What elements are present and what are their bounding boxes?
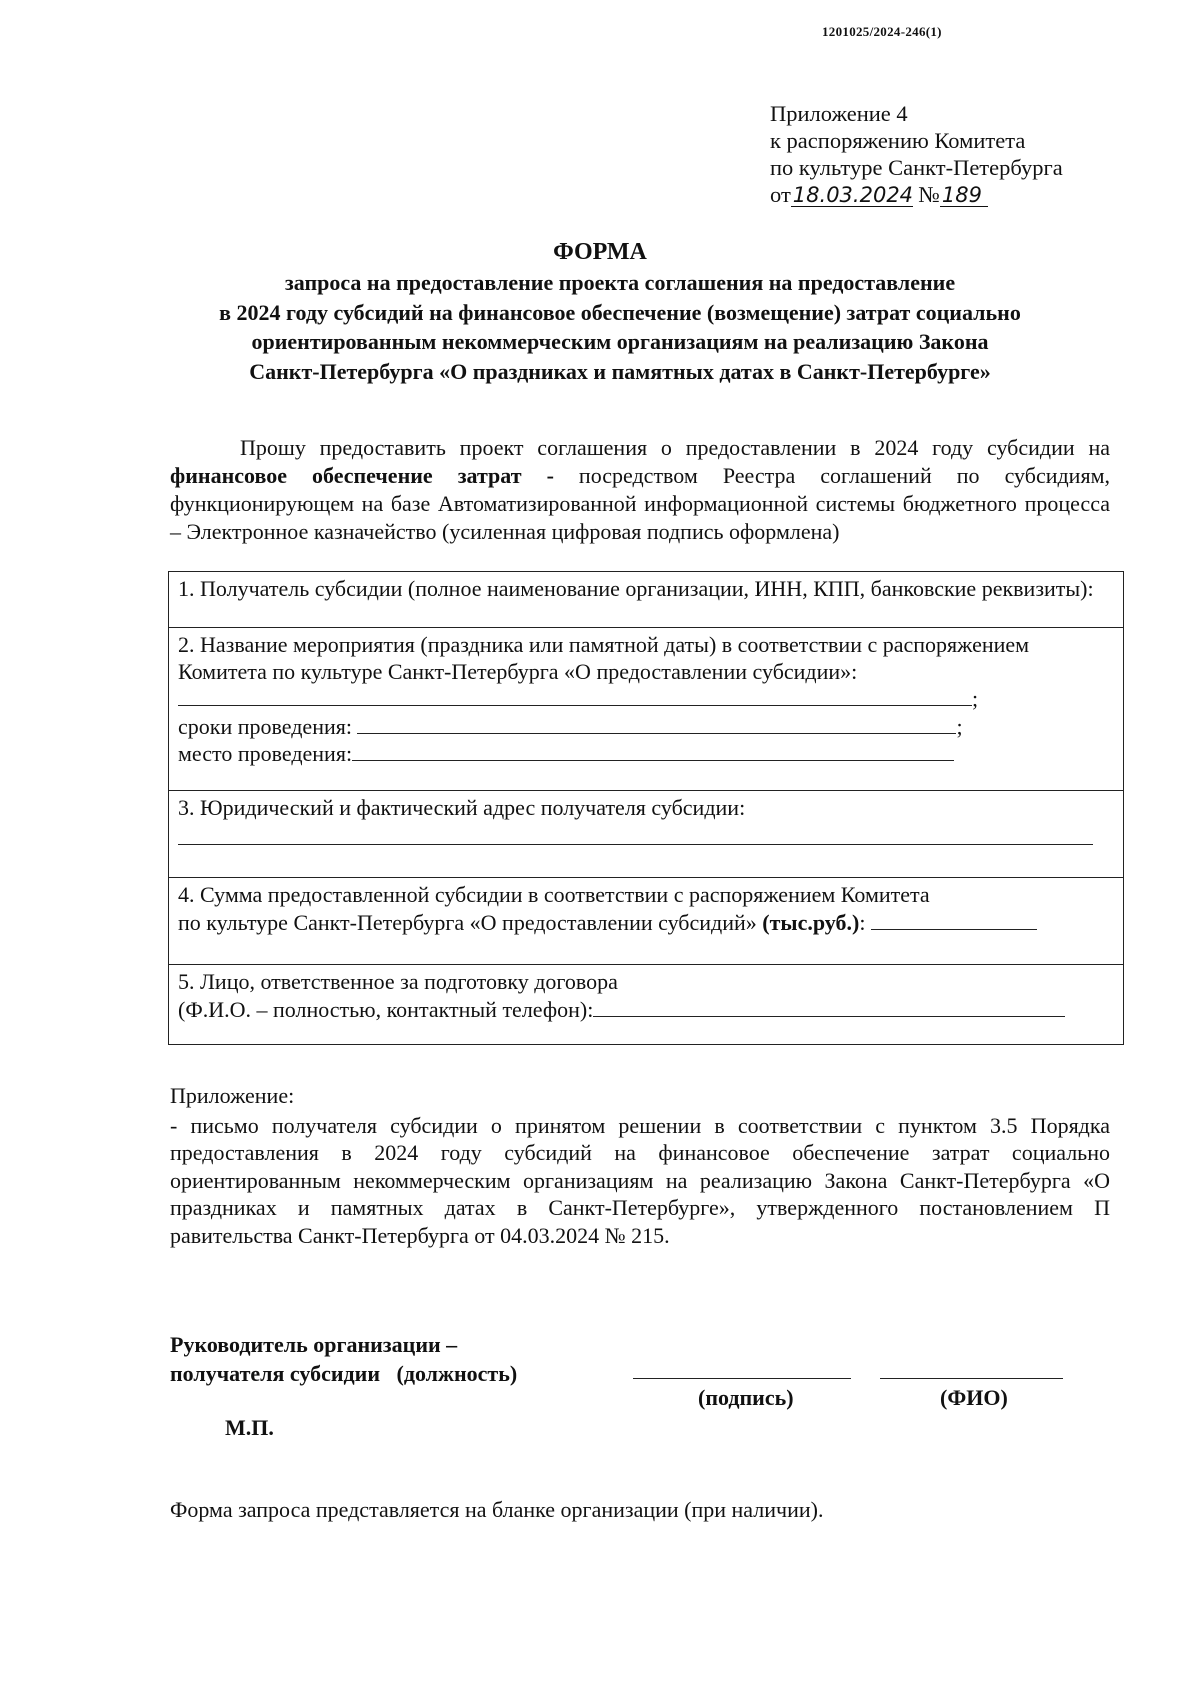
event-place-field[interactable]	[352, 740, 954, 761]
signature-title-line-1: Руководитель организации –	[170, 1332, 458, 1357]
handwritten-date: 18.03.2024	[792, 183, 914, 207]
recipient-label: 1. Получатель субсидии (полное наименование организации, ИНН, КПП, банковские реквизиты):	[178, 576, 1094, 601]
event-place-row	[178, 740, 1115, 768]
subtitle-line-2: в 2024 году субсидий на финансовое обеспечение (возмещение) затрат социально	[219, 299, 1021, 325]
event-name-semicolon: ;	[972, 686, 979, 711]
amount-unit: (тыс.руб.)	[762, 909, 860, 935]
fio-caption: (ФИО)	[940, 1385, 1008, 1410]
appendix-line-1: Приложение 4	[770, 101, 908, 126]
event-label-line-1: 2. Название мероприятия (праздника или памятной даты) в соответствии с распоряжением	[178, 632, 1030, 657]
signature-title-line-2: получателя субсидии (должность)	[170, 1361, 518, 1386]
form-title: ФОРМА	[553, 239, 647, 265]
subtitle-line-4: Санкт-Петербурга «О праздниках и памятных датах в Санкт-Петербурге»	[249, 358, 991, 384]
event-dates-semicolon: ;	[956, 713, 963, 739]
table-row-event	[169, 627, 1123, 790]
amount-field[interactable]	[871, 909, 1037, 930]
subtitle-line-1: запроса на предоставление проекта соглашения на предоставление	[284, 270, 956, 295]
table-row-amount	[169, 877, 1123, 964]
event-dates-row	[178, 713, 1115, 741]
request-text-part-2: посредством Реестра соглашений по субсидиям, функционирующем на базе Автоматизированной информационной системы бюджетного процесса – Электронное казначейство (усиленная цифровая подпись оформлена)	[170, 463, 1110, 544]
appendix-line-3: по культуре Санкт-Петербурга	[770, 155, 1063, 180]
address-label: 3. Юридический и фактический адрес получателя субсидии:	[178, 795, 746, 820]
document-registration-code: 1201025/2024-246(1)	[822, 24, 942, 39]
form-subtitle	[160, 268, 1080, 386]
amount-label-line-2: по культуре Санкт-Петербурга «О предоставлении субсидий» (тыс.руб.):	[178, 909, 1115, 937]
handwritten-number: 189	[940, 184, 988, 207]
subtitle-line-3: ориентированным некоммерческим организациям на реализацию Закона	[251, 329, 989, 354]
request-form-table	[168, 571, 1124, 1045]
appendix-header	[770, 100, 1063, 208]
table-row-recipient	[169, 572, 1123, 627]
event-name-field[interactable]	[178, 685, 1115, 713]
appendix-date-line	[770, 181, 1063, 208]
stamp-place-label: М.П.	[225, 1415, 274, 1440]
event-label-line-2: Комитета по культуре Санкт-Петербурга «О предоставлении субсидии»:	[178, 658, 858, 684]
responsible-label-line-2: (Ф.И.О. – полностью, контактный телефон):	[178, 996, 1115, 1024]
event-place-label: место проведения:	[178, 741, 353, 766]
event-dates-label: сроки проведения:	[178, 713, 352, 739]
signature-block	[170, 1330, 517, 1388]
address-field[interactable]	[178, 822, 1093, 845]
number-prefix: №	[918, 182, 940, 207]
amount-label-line-1: 4. Сумма предоставленной субсидии в соответствии с распоряжением Комитета	[178, 882, 930, 907]
event-dates-field[interactable]	[357, 713, 956, 734]
attachment-section	[170, 1082, 1110, 1249]
table-row-responsible	[169, 964, 1123, 1044]
responsible-field[interactable]	[593, 996, 1065, 1017]
footnote: Форма запроса представляется на бланке организации (при наличии).	[170, 1497, 824, 1522]
attachment-heading: Приложение:	[170, 1083, 295, 1108]
request-text-bold: финансовое обеспечение затрат -	[170, 463, 554, 488]
fio-field[interactable]	[880, 1378, 1063, 1379]
signature-caption: (подпись)	[698, 1385, 794, 1410]
appendix-line-2: к распоряжению Комитета	[770, 128, 1026, 153]
signature-field[interactable]	[633, 1378, 851, 1379]
responsible-label-line-1: 5. Лицо, ответственное за подготовку договора	[178, 969, 618, 994]
date-prefix: от	[770, 182, 791, 207]
table-row-address	[169, 790, 1123, 877]
request-text-part-1: Прошу предоставить проект соглашения о предоставлении в 2024 году субсидии на	[240, 435, 1110, 460]
request-paragraph	[170, 434, 1110, 546]
attachment-text: - письмо получателя субсидии о принятом решении в соответствии с пунктом 3.5 Порядка предоставления в 2024 году субсидий на финансовое обеспечение затрат социально ориентированным некоммерческим организациям на реализацию Закона Санкт-Петербурга «О праздниках и памятных датах в Санкт-Петербурге», утвержденного постановлением П равительства Санкт-Петербурга от 04.03.2024 № 215.	[170, 1112, 1110, 1248]
